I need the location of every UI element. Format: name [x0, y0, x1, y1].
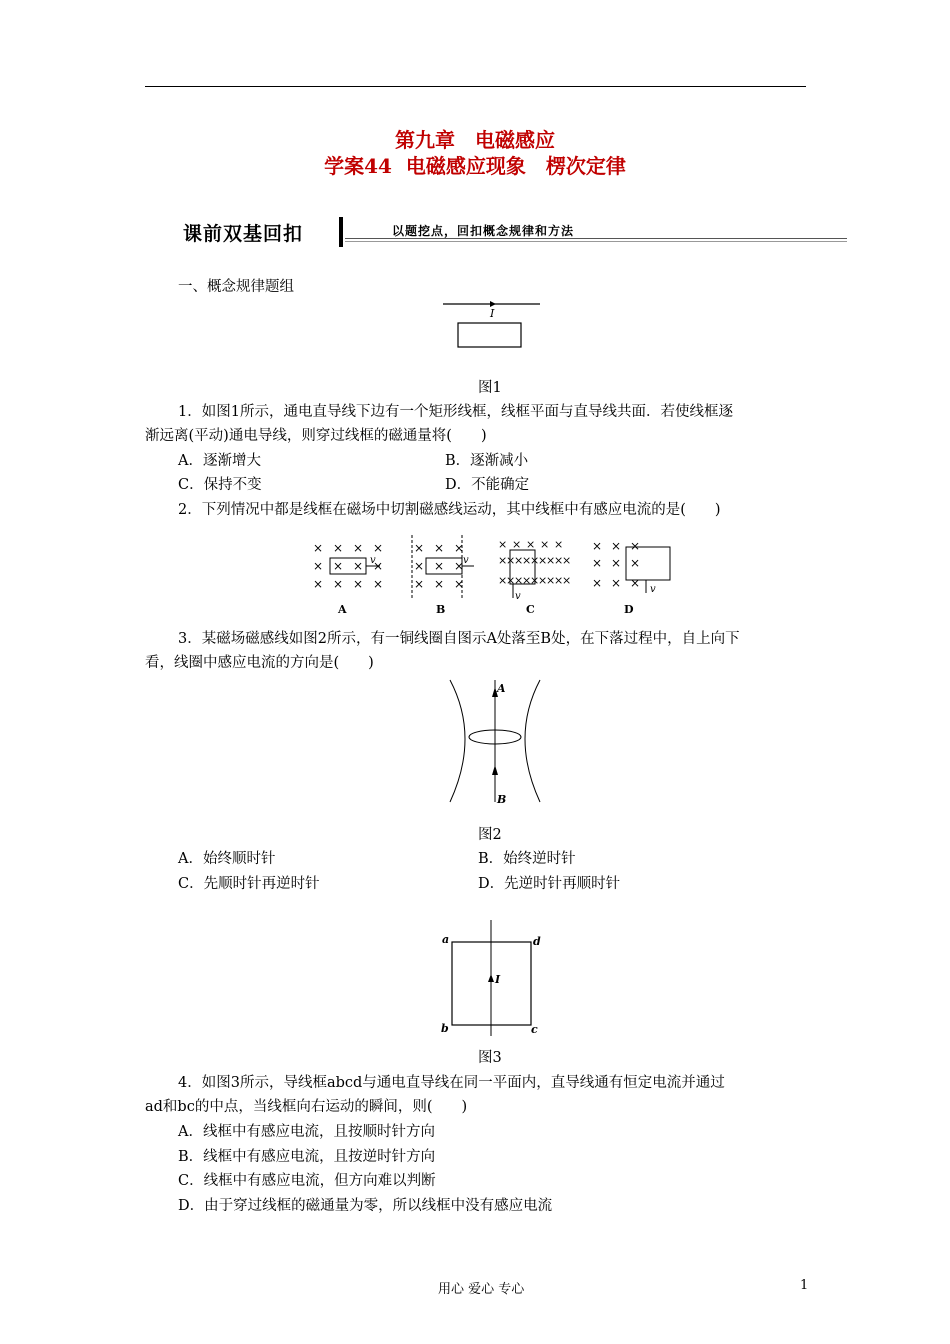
svg-text:×: × — [562, 574, 572, 587]
fig1-frame — [458, 323, 521, 347]
header-rule — [145, 86, 806, 87]
svg-text:×: × — [522, 554, 532, 567]
svg-text:×: × — [333, 577, 344, 591]
q2-panel-d — [592, 539, 670, 616]
banner-subtitle: 以题挖点，回扣概念规律和方法 — [392, 224, 575, 238]
figure-2-diagram — [440, 675, 550, 810]
svg-text:C: C — [526, 603, 535, 616]
q2-panel-b — [412, 535, 474, 616]
q4-option-d: D．由于穿过线框的磁通量为零，所以线框中没有感应电流 — [178, 1198, 553, 1214]
q3-option-a: A．始终顺时针 — [178, 851, 276, 867]
svg-text:×: × — [611, 576, 622, 590]
svg-text:×: × — [630, 556, 641, 570]
svg-text:×: × — [554, 538, 564, 551]
svg-text:×: × — [313, 559, 324, 573]
svg-text:×: × — [562, 554, 572, 567]
q2-panel-a — [313, 541, 383, 616]
svg-text:×: × — [414, 559, 425, 573]
banner-rule — [345, 238, 847, 239]
svg-text:×: × — [611, 556, 622, 570]
svg-text:v: v — [650, 584, 656, 595]
svg-text:×: × — [546, 554, 556, 567]
svg-text:a: a — [442, 933, 450, 946]
svg-text:×: × — [414, 577, 425, 591]
svg-text:×: × — [538, 554, 548, 567]
svg-text:B: B — [497, 793, 507, 806]
q1-stem-line2: 渐远离(平动)通电导线，则穿过线框的磁通量将( ) — [145, 428, 487, 444]
svg-text:×: × — [554, 554, 564, 567]
svg-text:×: × — [512, 538, 522, 551]
q1-stem-line1: 1．如图1所示，通电直导线下边有一个矩形线框，线框平面与直导线共面．若使线框逐 — [178, 404, 733, 420]
svg-text:A: A — [497, 682, 506, 695]
svg-text:I: I — [495, 973, 501, 986]
fig1-current-label: I — [490, 307, 495, 320]
q3-stem-line2: 看，线圈中感应电流的方向是( ) — [145, 655, 374, 671]
q1-option-a: A．逐渐增大 — [178, 453, 261, 469]
lesson-title: 学案44 电磁感应现象 楞次定律 — [324, 154, 626, 178]
q1-option-b: B．逐渐减小 — [445, 453, 529, 469]
svg-text:×: × — [454, 541, 465, 555]
svg-text:×: × — [498, 538, 508, 551]
svg-text:×: × — [498, 554, 508, 567]
svg-text:×: × — [514, 574, 524, 587]
svg-text:×: × — [454, 577, 465, 591]
svg-text:×: × — [373, 541, 384, 555]
svg-text:B: B — [436, 603, 446, 616]
svg-text:c: c — [531, 1023, 538, 1036]
banner-label: 课前双基回扣 — [183, 223, 304, 245]
svg-text:×: × — [538, 574, 548, 587]
q1-option-d: D．不能确定 — [445, 477, 530, 493]
svg-text:×: × — [546, 574, 556, 587]
svg-text:v: v — [370, 555, 376, 566]
svg-text:×: × — [592, 539, 603, 553]
svg-text:×: × — [313, 577, 324, 591]
svg-text:d: d — [533, 935, 541, 948]
footer-motto: 用心 爱心 专心 — [438, 1282, 525, 1297]
svg-text:×: × — [373, 577, 384, 591]
svg-text:b: b — [441, 1022, 449, 1035]
svg-text:×: × — [353, 559, 364, 573]
svg-text:×: × — [454, 559, 465, 573]
q3-option-b: B．始终逆时针 — [478, 851, 576, 867]
svg-text:×: × — [526, 538, 536, 551]
figure-2-caption: 图2 — [478, 827, 502, 843]
figure-3-diagram — [435, 918, 550, 1038]
svg-text:×: × — [506, 554, 516, 567]
section-heading: 一、概念规律题组 — [178, 279, 294, 295]
svg-text:×: × — [498, 574, 508, 587]
svg-text:×: × — [630, 576, 641, 590]
q1-option-c: C．保持不变 — [178, 477, 262, 493]
svg-text:×: × — [540, 538, 550, 551]
svg-text:×: × — [333, 541, 344, 555]
svg-text:×: × — [592, 576, 603, 590]
q4-option-a: A．线框中有感应电流，且按顺时针方向 — [178, 1124, 435, 1140]
svg-text:×: × — [611, 539, 622, 553]
svg-text:v: v — [463, 555, 469, 566]
q2-diagrams — [300, 530, 680, 620]
svg-text:×: × — [506, 574, 516, 587]
svg-text:×: × — [313, 541, 324, 555]
banner-rule-thin — [345, 241, 847, 242]
svg-text:v: v — [515, 591, 521, 602]
svg-text:A: A — [338, 603, 347, 616]
svg-text:×: × — [373, 559, 384, 573]
svg-text:×: × — [353, 577, 364, 591]
svg-text:×: × — [414, 541, 425, 555]
figure-1-caption: 图1 — [478, 380, 502, 396]
svg-text:×: × — [530, 554, 540, 567]
q3-stem-line1: 3．某磁场磁感线如图2所示，有一铜线圈自图示A处落至B处，在下落过程中，自上向下 — [178, 631, 740, 647]
svg-text:×: × — [434, 541, 445, 555]
q4-stem-line1: 4．如图3所示，导线框abcd与通电直导线在同一平面内，直导线通有恒定电流并通过 — [178, 1075, 725, 1091]
q2-stem: 2．下列情况中都是线框在磁场中切割磁感线运动，其中线框中有感应电流的是( ) — [178, 502, 721, 518]
q4-option-c: C．线框中有感应电流，但方向难以判断 — [178, 1173, 436, 1189]
q3-option-c: C．先顺时针再逆时针 — [178, 876, 320, 892]
svg-text:×: × — [434, 577, 445, 591]
svg-text:×: × — [434, 559, 445, 573]
svg-text:×: × — [530, 574, 540, 587]
svg-text:×: × — [514, 554, 524, 567]
q4-stem-line2: ad和bc的中点，当线框向右运动的瞬间，则( ) — [145, 1099, 468, 1115]
figure-3-caption: 图3 — [478, 1050, 502, 1066]
q4-option-b: B．线框中有感应电流，且按逆时针方向 — [178, 1149, 436, 1165]
figure-1-diagram — [440, 296, 550, 352]
q2-panel-c — [498, 538, 571, 616]
svg-text:D: D — [624, 603, 634, 616]
svg-text:×: × — [333, 559, 344, 573]
svg-text:×: × — [522, 574, 532, 587]
svg-text:×: × — [554, 574, 564, 587]
svg-text:×: × — [353, 541, 364, 555]
page-number: 1 — [800, 1278, 809, 1293]
svg-text:×: × — [592, 556, 603, 570]
svg-text:×: × — [630, 539, 641, 553]
q3-option-d: D．先逆时针再顺时针 — [478, 876, 621, 892]
chapter-title: 第九章 电磁感应 — [395, 128, 555, 152]
